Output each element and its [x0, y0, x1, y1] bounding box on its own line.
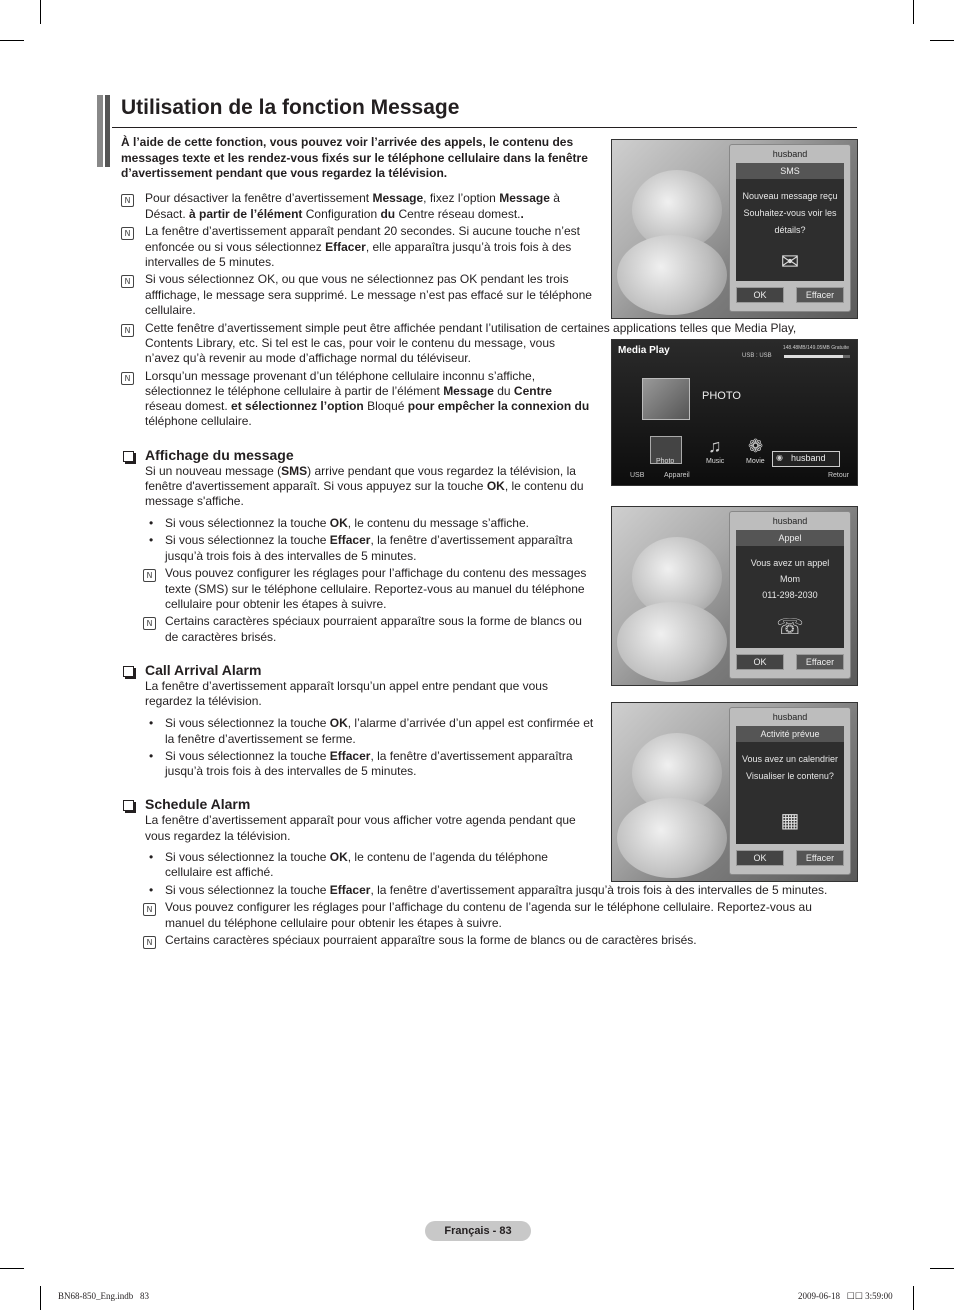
- text-run: du: [493, 384, 514, 398]
- text-run: à: [549, 191, 560, 205]
- text-run: Contents Library, etc. Si tel est le cas, pour voir le contenu du message, vous: [145, 336, 555, 350]
- media-label-photo: Photo: [656, 458, 675, 465]
- text-line: [165, 933, 697, 949]
- storage-info: 148.48MB/149.05MB Gratuite: [782, 345, 849, 351]
- text-line: [165, 716, 593, 732]
- calendar-icon: ▦: [780, 810, 800, 832]
- text-run: La fenêtre d’avertissement apparaît lorsqu’un appel entre pendant que vous: [145, 679, 548, 693]
- envelope-icon: ✉: [780, 249, 800, 274]
- section-checkbox-icon: [123, 666, 134, 677]
- note-icon: N: [143, 617, 156, 630]
- text-line: [145, 679, 548, 695]
- text-line: [165, 516, 529, 532]
- bullet-icon: •: [149, 533, 154, 547]
- popup-sender: husband: [772, 712, 808, 722]
- bold-term: Message: [443, 384, 494, 398]
- page-title: Utilisation de la fonction Message: [121, 96, 460, 119]
- text-run: Vous pouvez configurer les réglages pour l’affichage du contenu des messages: [165, 566, 587, 580]
- notify-sender: husband: [791, 453, 826, 463]
- text-line: [145, 384, 552, 400]
- page-number-badge: [425, 1221, 531, 1241]
- text-line: [145, 369, 535, 385]
- popup-line: Vous avez un calendrier: [741, 754, 839, 764]
- bottom-usb: USB: [630, 472, 645, 479]
- popup-line: détails?: [774, 225, 806, 235]
- text-run: Désact.: [145, 207, 186, 221]
- crop-mark: [913, 1286, 914, 1310]
- text-line: [145, 399, 589, 415]
- crop-mark: [40, 1286, 41, 1310]
- media-label-music: Music: [706, 458, 725, 465]
- screenshot-sms-popup: [611, 139, 858, 319]
- text-run: Certains caractères spéciaux pourraient apparaître sous la forme de blancs ou: [165, 614, 582, 628]
- polar-bear-image: [617, 602, 727, 682]
- text-run: Lorsqu’un message provenant d’un téléphone cellulaire inconnu s’affiche,: [145, 369, 536, 383]
- text-line: [165, 630, 276, 646]
- text-run: n’avez qu’à revenir au mode d’affichage normal du téléviseur.: [145, 351, 471, 365]
- text-line: [165, 566, 586, 582]
- footer-file: BN68-850_Eng.indb 83: [58, 1291, 149, 1301]
- text-line: [145, 272, 569, 288]
- text-line: [145, 288, 592, 304]
- note-icon: N: [121, 372, 134, 385]
- text-run: texte (SMS) sur le téléphone cellulaire. Reportez-vous au manuel du téléphone: [165, 582, 585, 596]
- text-line: [145, 224, 580, 240]
- bottom-appareil: Appareil: [664, 472, 690, 479]
- popup-type: Activité prévue: [736, 726, 844, 742]
- title-rule: [112, 127, 857, 128]
- text-line: [145, 191, 560, 207]
- note-icon: N: [121, 227, 134, 240]
- text-line: [165, 865, 274, 881]
- text-run: enfoncée ou si vous sélectionnez: [145, 240, 326, 254]
- text-run: Bloqué: [367, 399, 405, 413]
- text-line: [145, 829, 290, 845]
- section-heading: Schedule Alarm: [145, 796, 251, 812]
- text-run: téléphone cellulaire.: [145, 414, 252, 428]
- text-run: La fenêtre d’avertissement apparaît pour vous afficher votre agenda pendant que: [145, 813, 576, 827]
- bottom-retour: Retour: [827, 472, 849, 479]
- text-run: ) arrive pendant que vous regardez la télévision, la: [307, 464, 576, 478]
- text-run: , le contenu de l’agenda du téléphone: [347, 850, 548, 864]
- bullet-icon: •: [149, 716, 154, 730]
- music-icon[interactable]: ♫: [708, 436, 722, 456]
- text-line: [145, 694, 262, 710]
- ok-button[interactable]: OK: [736, 287, 784, 303]
- media-play-title: Media Play: [618, 345, 670, 356]
- text-run: fenêtre d'avertissement apparaît. Si vous appuyez sur la touche: [145, 479, 487, 493]
- popup-type: Appel: [736, 530, 844, 546]
- text-run: , l’alarme d’arrivée d’un appel est confirmée et: [347, 716, 594, 730]
- bold-term: Message: [372, 191, 424, 205]
- bullet-icon: •: [149, 516, 154, 530]
- text-run: , le contenu du: [504, 479, 584, 493]
- bold-term: Effacer: [329, 883, 371, 897]
- title-bar-decoration: [97, 95, 103, 167]
- text-line: [145, 813, 576, 829]
- storage-bar-fill: [784, 355, 843, 358]
- text-run: Si vous sélectionnez OK, ou que vous ne sélectionnez pas OK pendant les trois: [145, 272, 569, 286]
- text-run: vous regardez la télévision.: [145, 829, 291, 843]
- phone-icon: ☏: [776, 614, 804, 639]
- polar-bear-image: [617, 798, 727, 878]
- intro-text: À l’aide de cette fonction, vous pouvez voir l’arrivée des appels, le contenu des messages texte et les rendez-vous fixés sur le téléphone cellulaire dans la fenêtre d’avertissement pendant que vous regardez la télévision.: [121, 135, 588, 180]
- bold-term: Centre: [513, 384, 552, 398]
- text-line: [145, 464, 576, 480]
- popup-line: Vous avez un appel: [750, 558, 830, 568]
- bold-term: OK: [486, 479, 505, 493]
- text-run: de caractères brisés.: [165, 630, 277, 644]
- effacer-button[interactable]: Effacer: [796, 287, 844, 303]
- section-heading: Affichage du message: [145, 447, 294, 463]
- polar-bear-image: [617, 235, 727, 315]
- footer-date: 2009-06-18 ☐☐ 3:59:00: [798, 1291, 893, 1301]
- text-run: Pour désactiver la fenêtre d’avertissement: [145, 191, 373, 205]
- notify-bar: [772, 451, 840, 467]
- text-line: [165, 749, 573, 765]
- bold-term: OK: [329, 516, 348, 530]
- text-line: [165, 549, 416, 565]
- text-run: Configuration: [305, 207, 378, 221]
- effacer-button[interactable]: Effacer: [796, 654, 844, 670]
- section-heading: Call Arrival Alarm: [145, 662, 262, 678]
- text-run: manuel du téléphone cellulaire pour obtenir les étapes à suivre.: [165, 916, 502, 930]
- text-run: Centre réseau domest.: [398, 207, 521, 221]
- notification-popup: [729, 707, 851, 875]
- bold-term: OK: [329, 716, 348, 730]
- storage-bar: [784, 355, 850, 358]
- section-checkbox-icon: [123, 800, 134, 811]
- text-line: [145, 351, 471, 367]
- bold-term: pour empêcher la connexion du: [404, 399, 590, 413]
- notification-popup: [729, 144, 851, 312]
- popup-body: [736, 530, 844, 648]
- popup-line: Mom: [780, 574, 800, 584]
- note-icon: N: [143, 936, 156, 949]
- popup-sender: husband: [772, 516, 808, 526]
- bold-term: .: [520, 207, 524, 221]
- note-icon: N: [143, 903, 156, 916]
- text-run: Si un nouveau message (: [145, 464, 282, 478]
- text-run: , la fenêtre d’avertissement apparaîtra: [370, 749, 573, 763]
- text-line: [165, 883, 827, 899]
- text-line: [145, 207, 524, 223]
- popup-type: SMS: [736, 163, 844, 179]
- text-run: message s'affiche.: [145, 494, 244, 508]
- text-run: afffichage, le message sera supprimé. Le message n’est pas effacé sur le téléphone: [145, 288, 592, 302]
- note-icon: N: [143, 569, 156, 582]
- page-number: Français - 83: [444, 1225, 512, 1237]
- screenshot-schedule-popup: [611, 702, 858, 882]
- note-icon: N: [121, 275, 134, 288]
- crop-mark: [40, 0, 41, 24]
- ok-button[interactable]: OK: [736, 654, 784, 670]
- text-line: [165, 900, 812, 916]
- text-run: Certains caractères spéciaux pourraient apparaître sous la forme de blancs ou de caractères brisés.: [165, 933, 697, 947]
- text-line: [145, 414, 252, 430]
- text-line: [145, 255, 274, 271]
- popup-sender: husband: [772, 149, 808, 159]
- popup-line: 011-298-2030: [762, 590, 818, 600]
- bold-term: OK: [329, 850, 348, 864]
- text-run: La fenêtre d’avertissement apparaît pendant 20 secondes. Si aucune touche n’est: [145, 224, 580, 238]
- eye-icon: ◉: [776, 453, 783, 462]
- title-bar-decoration: [105, 95, 110, 167]
- photo-folder-icon: [642, 378, 690, 420]
- bold-term: SMS: [281, 464, 308, 478]
- text-run: , le contenu du message s’affiche.: [347, 516, 529, 530]
- text-run: , fixez l’option: [423, 191, 500, 205]
- text-run: jusqu’à trois fois à des intervalles de 5 minutes.: [165, 764, 417, 778]
- photo-category-label: PHOTO: [702, 390, 741, 402]
- text-line: [165, 850, 548, 866]
- text-line: [145, 240, 571, 256]
- text-run: Si vous sélectionnez la touche: [165, 716, 330, 730]
- crop-mark: [0, 40, 24, 41]
- bullet-icon: •: [149, 749, 154, 763]
- bullet-icon: •: [149, 883, 154, 897]
- text-run: jusqu’à trois fois à des intervalles de 5 minutes.: [165, 549, 417, 563]
- popup-line: Nouveau message reçu: [742, 191, 838, 201]
- note-icon: N: [121, 324, 134, 337]
- bold-term: Effacer: [325, 240, 366, 254]
- text-run: sélectionnez le téléphone cellulaire à partir de l’élément: [145, 384, 444, 398]
- screenshot-call-popup: [611, 506, 858, 686]
- usb-label: USB : USB: [742, 353, 772, 359]
- text-line: [145, 303, 196, 319]
- bold-term: et sélectionnez l’option: [227, 399, 368, 413]
- text-line: [145, 494, 244, 510]
- text-line: [165, 597, 386, 613]
- text-line: [165, 916, 502, 932]
- text-line: [145, 321, 796, 337]
- text-line: [165, 533, 573, 549]
- text-run: réseau domest.: [145, 399, 228, 413]
- note-icon: N: [121, 194, 134, 207]
- effacer-button[interactable]: Effacer: [796, 850, 844, 866]
- text-run: Si vous sélectionnez la touche: [165, 533, 330, 547]
- text-line: [145, 336, 555, 352]
- text-run: Si vous sélectionnez la touche: [165, 850, 330, 864]
- bold-term: Message: [499, 191, 550, 205]
- text-run: Cette fenêtre d’avertissement simple peut être affichée pendant l’utilisation de certaines applications telles que Media Play,: [145, 321, 797, 335]
- popup-line: Visualiser le contenu?: [746, 771, 834, 781]
- bold-term: du: [377, 207, 399, 221]
- crop-mark: [913, 0, 914, 24]
- text-run: , la fenêtre d’avertissement apparaîtra jusqu’à trois fois à des intervalles de 5 minutes.: [370, 883, 828, 897]
- text-run: cellulaire.: [145, 303, 196, 317]
- popup-line: Souhaitez-vous voir les: [743, 208, 837, 218]
- text-run: cellulaire pour obtenir les étapes à suivre.: [165, 597, 387, 611]
- text-run: Vous pouvez configurer les réglages pour l’affichage du contenu de l’agenda sur le téléphone cellulaire. Reportez-vous au: [165, 900, 812, 914]
- notification-popup: [729, 511, 851, 679]
- text-line: [165, 764, 416, 780]
- text-line: [165, 732, 356, 748]
- bullet-icon: •: [149, 850, 154, 864]
- crop-mark: [930, 40, 954, 41]
- popup-body: [736, 163, 844, 281]
- text-run: la fenêtre d’avertissement se ferme.: [165, 732, 356, 746]
- crop-mark: [0, 1268, 24, 1269]
- media-label-movie: Movie: [746, 458, 765, 465]
- crop-mark: [930, 1268, 954, 1269]
- bold-term: Effacer: [329, 749, 371, 763]
- text-run: Si vous sélectionnez la touche: [165, 883, 330, 897]
- text-line: [165, 614, 582, 630]
- section-checkbox-icon: [123, 451, 134, 462]
- movie-icon[interactable]: ❁: [748, 436, 764, 456]
- text-run: cellulaire est affiché.: [165, 865, 274, 879]
- text-line: [145, 479, 584, 495]
- text-run: Si vous sélectionnez la touche: [165, 749, 330, 763]
- text-run: , elle apparaîtra jusqu’à trois fois à des: [365, 240, 572, 254]
- bold-term: à partir de l’élément: [185, 207, 306, 221]
- text-run: , la fenêtre d’avertissement apparaîtra: [370, 533, 573, 547]
- ok-button[interactable]: OK: [736, 850, 784, 866]
- text-line: [165, 582, 585, 598]
- popup-body: [736, 726, 844, 844]
- text-run: Si vous sélectionnez la touche: [165, 516, 330, 530]
- bold-term: Effacer: [329, 533, 371, 547]
- text-run: intervalles de 5 minutes.: [145, 255, 275, 269]
- screenshot-media-play: [611, 339, 858, 486]
- text-run: regardez la télévision.: [145, 694, 262, 708]
